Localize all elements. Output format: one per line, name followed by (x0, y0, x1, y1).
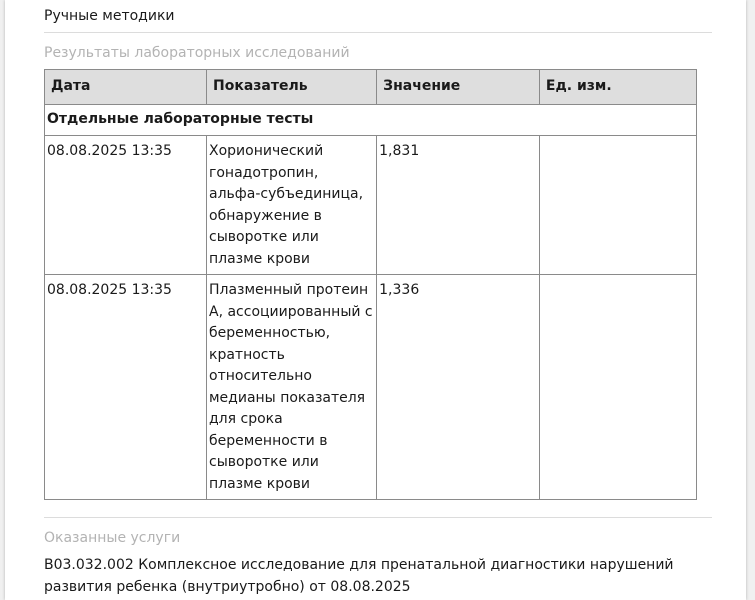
table-header-row (45, 70, 697, 105)
document-page (5, 0, 746, 600)
methods-title: Ручные методики (44, 8, 175, 24)
cell-date: 08.08.2025 13:35 (45, 136, 207, 275)
cell-indicator: Хорионический гонадотропин, альфа-субъединица, обнаружение в сыворотке или плазме крови (207, 136, 377, 275)
cell-unit (539, 275, 696, 500)
column-header-date: Дата (45, 70, 207, 105)
cell-indicator: Плазменный протеин А, ассоциированный с беременностью, кратность относительно медианы показателя для срока беременности в сыворотке или плазме крови (207, 275, 377, 500)
cell-value: 1,831 (377, 136, 540, 275)
table-group-row (45, 105, 697, 136)
column-header-value: Значение (377, 70, 540, 105)
table-row (45, 275, 697, 500)
section-divider (44, 517, 712, 518)
section-divider (44, 32, 712, 33)
group-label: Отдельные лабораторные тесты (45, 105, 697, 136)
column-header-unit: Ед. изм. (539, 70, 696, 105)
cell-value: 1,336 (377, 275, 540, 500)
cell-unit (539, 136, 696, 275)
cell-date: 08.08.2025 13:35 (45, 275, 207, 500)
lab-results-heading: Результаты лабораторных исследований (44, 45, 350, 61)
service-entry: B03.032.002 Комплексное исследование для пренатальной диагностики нарушений развития ребенка (внутриутробно) от 08.08.2025 (44, 557, 674, 595)
table-row (45, 136, 697, 275)
services-heading: Оказанные услуги (44, 530, 181, 546)
column-header-indicator: Показатель (207, 70, 377, 105)
lab-results-table (44, 69, 697, 500)
